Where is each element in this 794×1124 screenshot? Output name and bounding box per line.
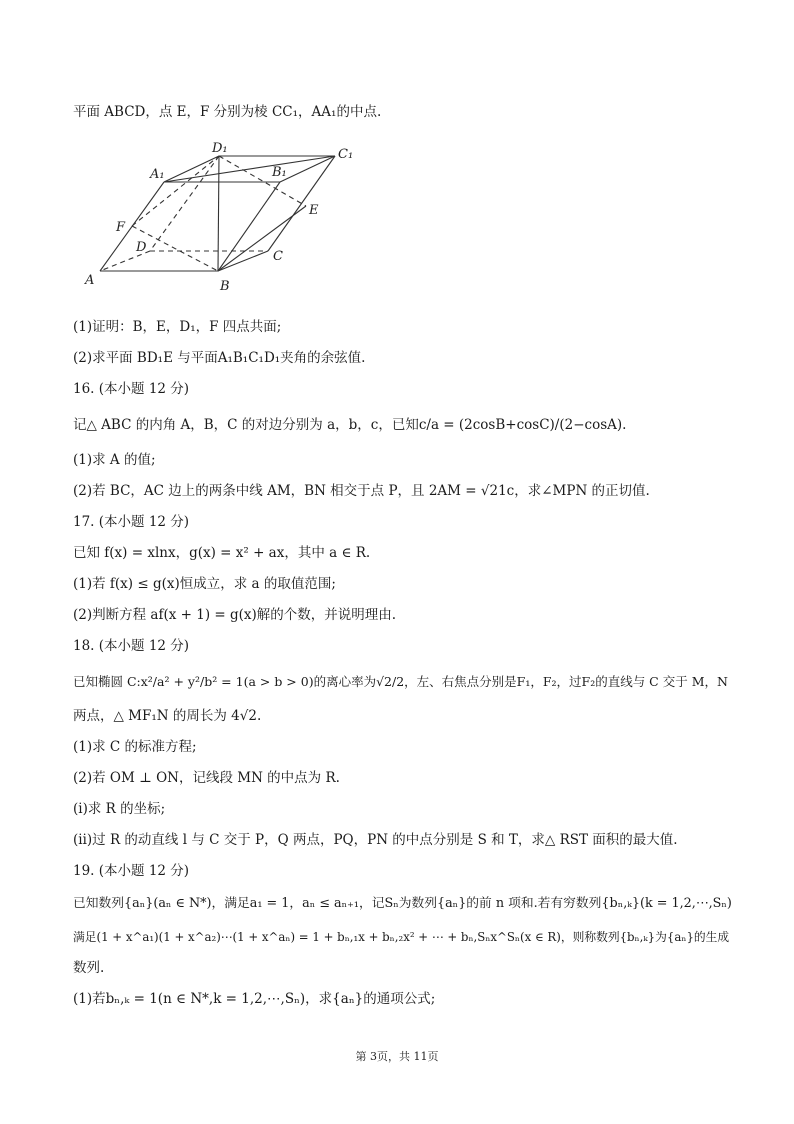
- text-line: 平面 ABCD，点 E，F 分别为棱 CC₁，AA₁的中点.: [73, 104, 382, 120]
- page-footer: 第 3页，共 11页: [355, 1050, 439, 1063]
- text-line: (2)若 BC，AC 边上的两条中线 AM，BN 相交于点 P，且 2AM = √21c，求∠MPN 的正切值.: [73, 483, 650, 499]
- vertex-label-d: D: [136, 240, 147, 255]
- text-line: (1)求 C 的标准方程;: [73, 739, 197, 755]
- text-line: (2)若 OM ⊥ ON，记线段 MN 的中点为 R.: [73, 770, 340, 786]
- vertex-label-f: F: [116, 220, 126, 235]
- vertex-label-a1: A₁: [150, 167, 165, 182]
- vertex-label-e: E: [309, 203, 319, 218]
- problem-heading: 19. (本小题 12 分): [73, 863, 190, 879]
- vertex-label-b: B: [220, 279, 230, 294]
- problem-heading: 18. (本小题 12 分): [73, 638, 190, 654]
- text-line: (1)证明：B，E，D₁，F 四点共面;: [73, 319, 282, 335]
- vertex-label-c1: C₁: [338, 147, 354, 162]
- text-line: 已知 f(x) = xlnx，g(x) = x² + ax，其中 a ∈ R.: [73, 545, 371, 561]
- text-line: 已知椭圆 C:x²/a² + y²/b² = 1(a > b > 0)的离心率为√2/2，左、右焦点分别是F₁，F₂，过F₂的直线与 C 交于 M，N: [73, 674, 728, 689]
- text-line: 已知数列{aₙ}(aₙ ∈ N*)，满足a₁ = 1，aₙ ≤ aₙ₊₁，记Sₙ为数列{aₙ}的前 n 项和.若有穷数列{bₙ,ₖ}(k = 1,2,⋯,Sₙ): [73, 896, 732, 911]
- text-line: (1)求 A 的值;: [73, 452, 156, 468]
- text-line: 满足(1 + x^a₁)(1 + x^a₂)⋯(1 + x^aₙ) = 1 + bₙ,₁x + bₙ,₂x² + ⋯ + bₙ,Sₙx^Sₙ(x ∈ R)，则称数列{bₙ,ₖ}为{aₙ}的生成: [73, 930, 730, 944]
- text-line: (ⅱ)过 R 的动直线 l 与 C 交于 P，Q 两点，PQ，PN 的中点分别是 S 和 T，求△ RST 面积的最大值.: [73, 832, 678, 848]
- parallelepiped-figure: [80, 138, 370, 298]
- vertex-label-c: C: [273, 249, 283, 264]
- vertex-label-b1: B₁: [272, 165, 287, 180]
- problem-heading: 17. (本小题 12 分): [73, 514, 190, 530]
- text-line: (1)若 f(x) ≤ g(x)恒成立，求 a 的取值范围;: [73, 576, 336, 592]
- text-line: (ⅰ)求 R 的坐标;: [73, 801, 166, 817]
- text-line: 两点，△ MF₁N 的周长为 4√2.: [73, 708, 262, 724]
- text-line: (2)求平面 BD₁E 与平面A₁B₁C₁D₁夹角的余弦值.: [73, 350, 366, 366]
- vertex-label-d1: D₁: [212, 141, 228, 156]
- text-line: (1)若bₙ,ₖ = 1(n ∈ N*,k = 1,2,⋯,Sₙ)，求{aₙ}的通项公式;: [73, 991, 436, 1007]
- text-line: 记△ ABC 的内角 A，B，C 的对边分别为 a，b，c，已知c/a = (2cosB+cosC)/(2−cosA).: [73, 417, 627, 433]
- vertex-label-a: A: [85, 273, 95, 288]
- text-line: 数列.: [73, 960, 105, 976]
- text-line: (2)判断方程 af(x + 1) = g(x)解的个数，并说明理由.: [73, 607, 397, 623]
- problem-heading: 16. (本小题 12 分): [73, 381, 190, 397]
